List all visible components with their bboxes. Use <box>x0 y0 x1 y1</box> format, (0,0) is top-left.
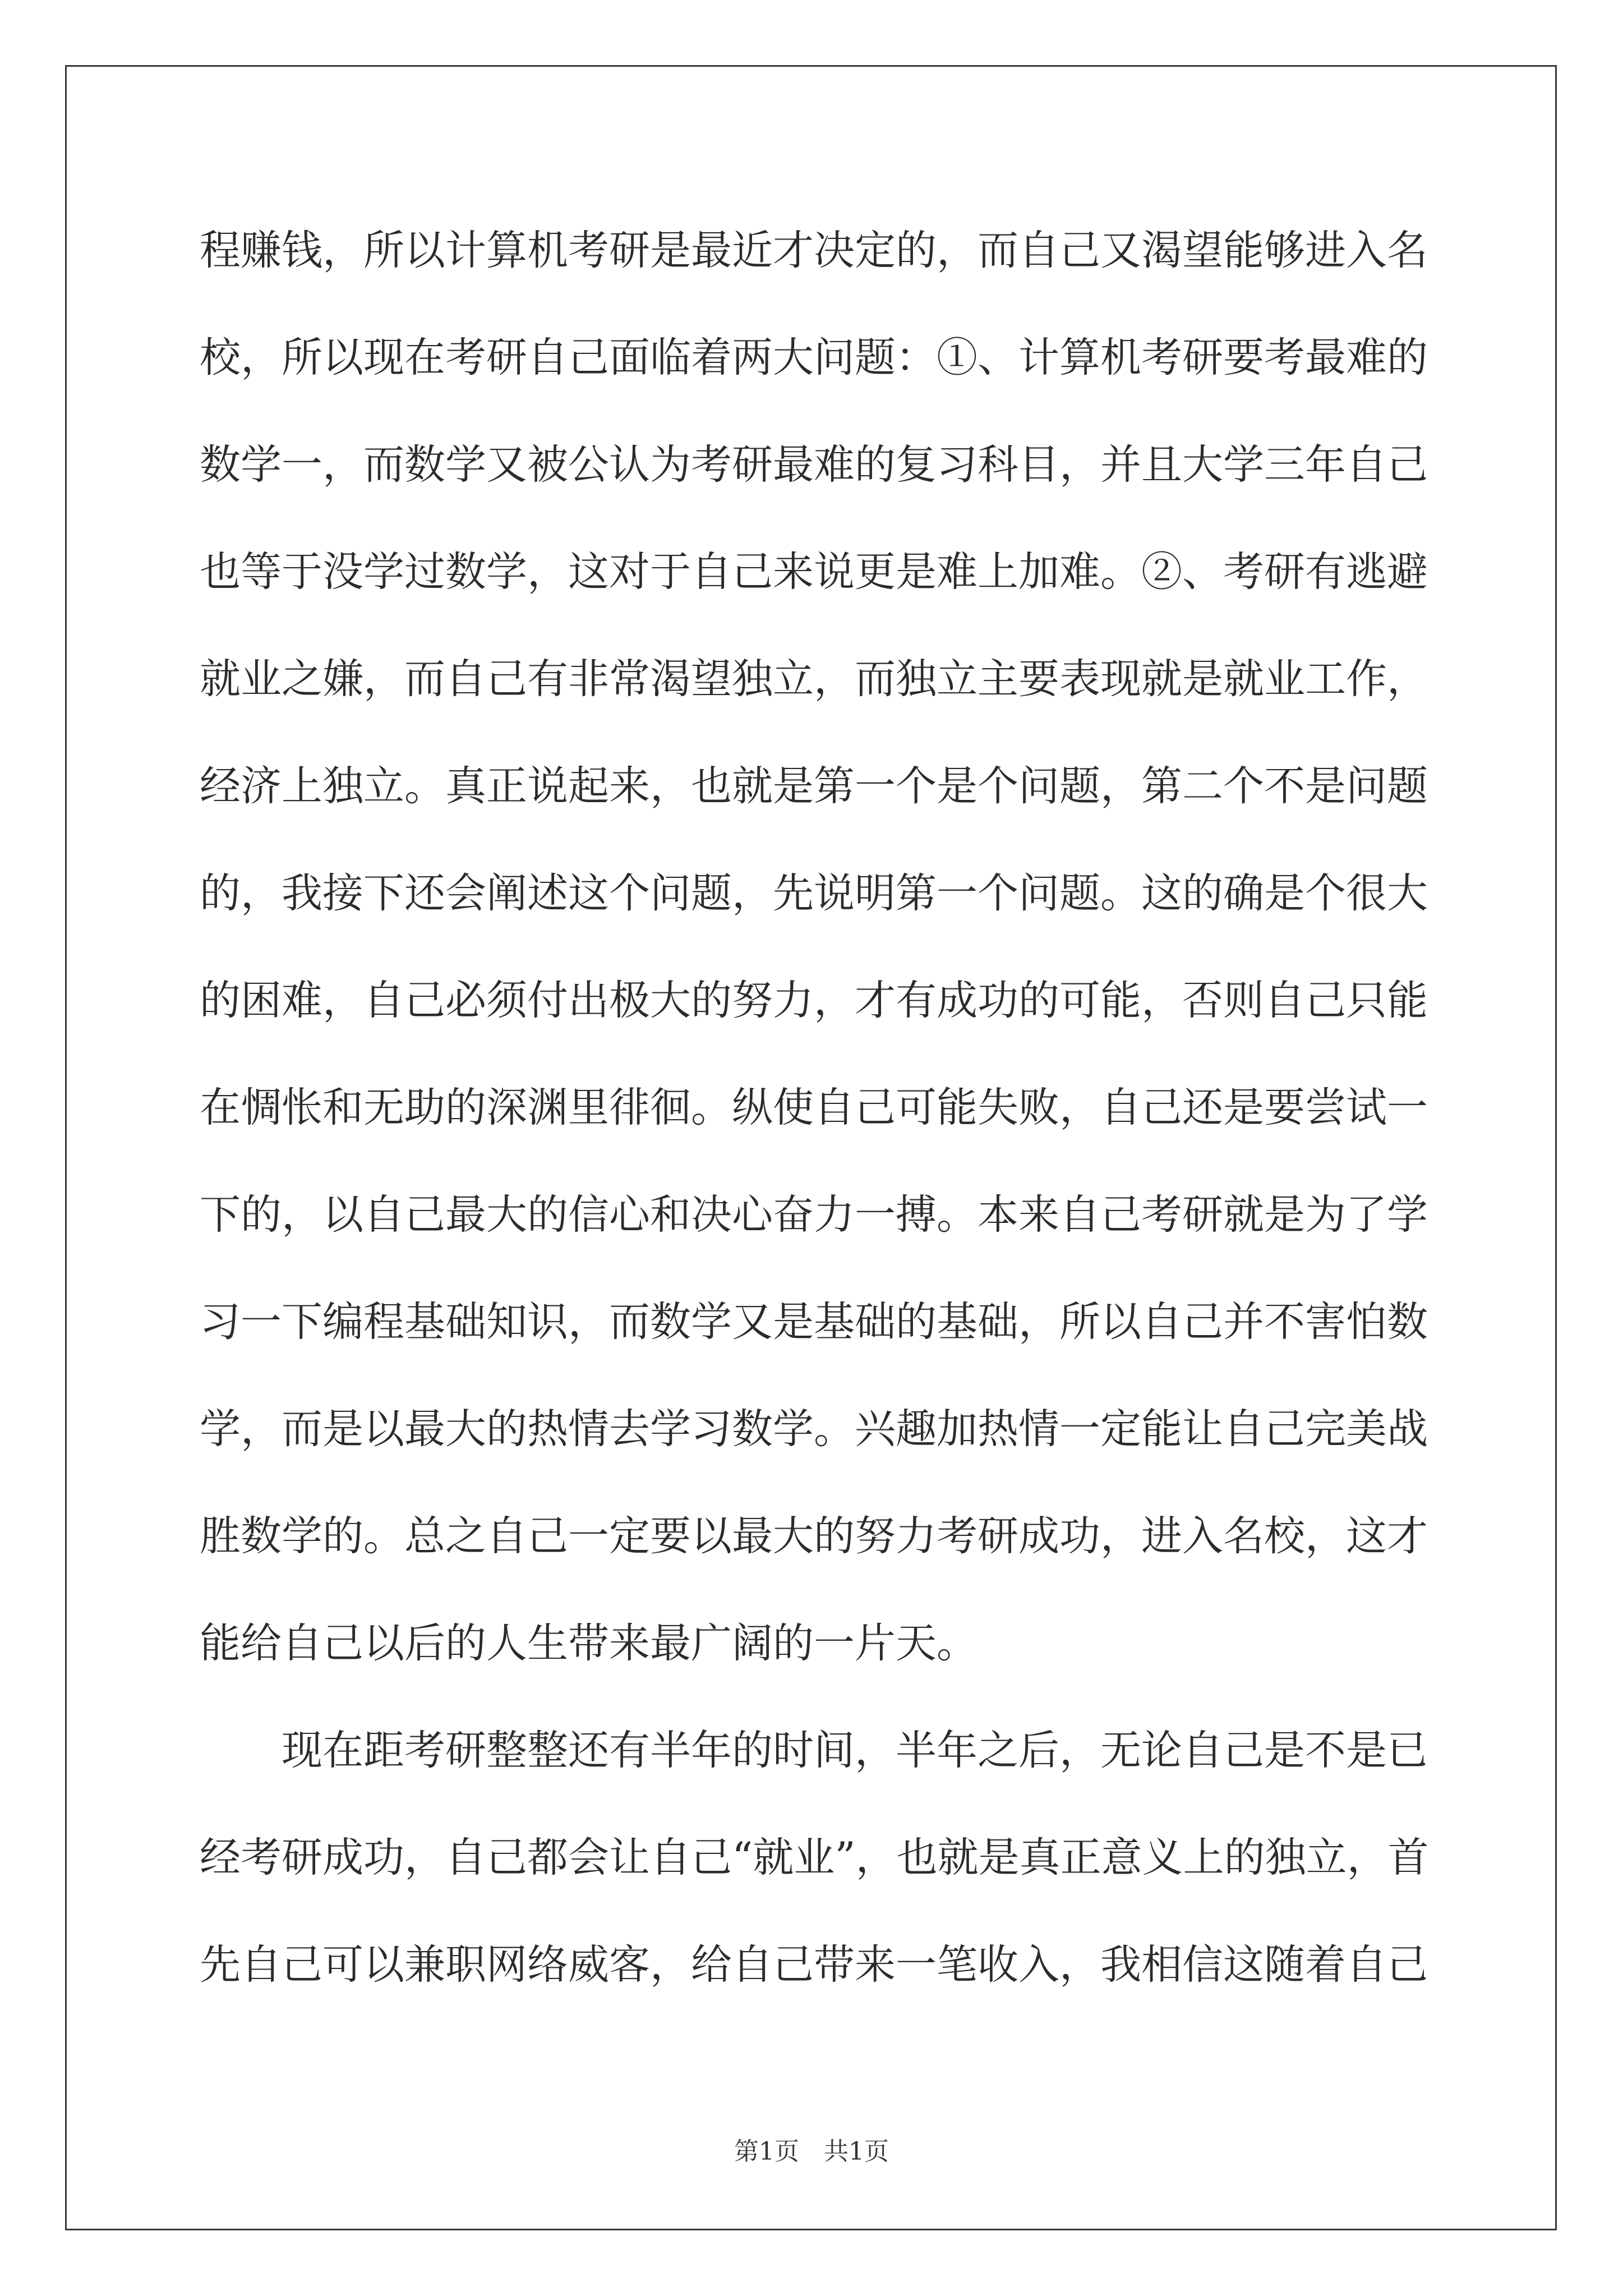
text-line: 的，我接下还会阐述这个问题，先说明第一个问题。这的确是个很大 <box>200 869 1428 917</box>
text-line: 在惆怅和无助的深渊里徘徊。纵使自己可能失败，自己还是要尝试一 <box>200 1084 1428 1131</box>
text-line: 程赚钱，所以计算机考研是最近才决定的，而自己又渴望能够进入名 <box>200 227 1428 274</box>
text-line: 下的，以自己最大的信心和决心奋力一搏。本来自己考研就是为了学 <box>200 1191 1428 1239</box>
text-line: 就业之嫌，而自己有非常渴望独立，而独立主要表现就是就业工作， <box>200 655 1428 703</box>
text-line: 也等于没学过数学，这对于自己来说更是难上加难。②、考研有逃避 <box>200 548 1428 596</box>
text-line: 数学一，而数学又被公认为考研最难的复习科目，并且大学三年自己 <box>200 441 1428 489</box>
text-line: 经济上独立。真正说起来，也就是第一个是个问题，第二个不是问题 <box>200 762 1428 810</box>
text-line: 胜数学的。总之自己一定要以最大的努力考研成功，进入名校，这才 <box>200 1512 1428 1560</box>
text-line: 学，而是以最大的热情去学习数学。兴趣加热情一定能让自己完美战 <box>200 1405 1428 1453</box>
text-line: 经考研成功，自己都会让自己“就业”，也就是真正意义上的独立，首 <box>200 1834 1429 1881</box>
document-body <box>200 214 1428 2036</box>
page-number-footer: 第1页 共1页 <box>734 2137 889 2166</box>
text-line-paragraph-end: 能给自己以后的人生带来最广阔的一片天。 <box>200 1619 978 1667</box>
text-line: 的困难，自己必须付出极大的努力，才有成功的可能，否则自己只能 <box>200 977 1428 1024</box>
text-line: 习一下编程基础知识，而数学又是基础的基础，所以自己并不害怕数 <box>200 1298 1428 1346</box>
text-line: 校，所以现在考研自己面临着两大问题：①、计算机考研要考最难的 <box>200 334 1428 381</box>
text-line-paragraph-start: 现在距考研整整还有半年的时间，半年之后，无论自己是不是已 <box>282 1727 1428 1774</box>
text-line: 先自己可以兼职网络威客，给自己带来一笔收入，我相信这随着自己 <box>200 1941 1428 1989</box>
